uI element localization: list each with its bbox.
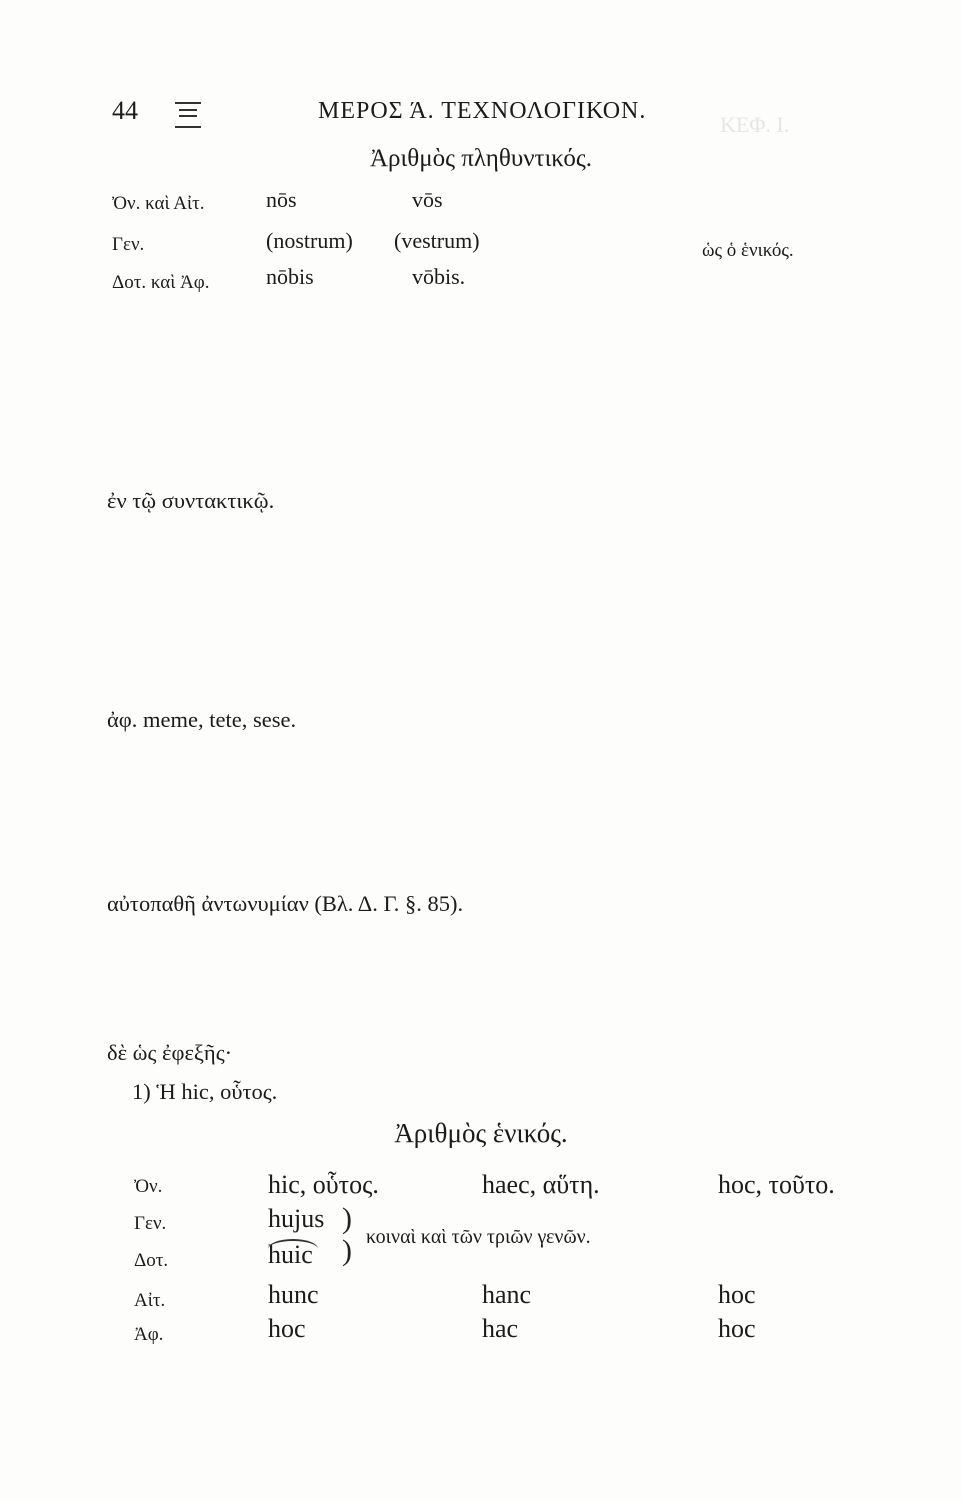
masculine-form: hunc <box>268 1280 319 1309</box>
masculine-form: hoc <box>268 1314 306 1343</box>
printer-ornament-icon <box>175 102 201 128</box>
masculine-form: hic, οὗτος. <box>268 1170 379 1199</box>
bleed-through: ΚΕΦ. Ι. <box>720 112 790 137</box>
text-line: δὲ ὡς ἐφεξῆς· <box>107 1040 233 1065</box>
singular-case-label: Γεν. <box>134 1213 167 1234</box>
bracket-mark: ) <box>342 1234 352 1267</box>
bracket-mark: ) <box>342 1202 352 1235</box>
running-title: ΜΕΡΟΣ Ά. ΤΕΧΝΟΛΟΓΙΚΟΝ. <box>318 98 647 124</box>
plural-form: nōbis <box>266 264 314 289</box>
feminine-form: haec, αὕτη. <box>482 1170 600 1199</box>
plural-form: vōbis. <box>412 264 466 289</box>
feminine-form: hac <box>482 1314 519 1343</box>
masculine-form: hujus <box>268 1204 325 1233</box>
page-number: 44 <box>112 96 138 125</box>
masculine-form: huic <box>268 1240 313 1269</box>
plural-case-label: Ὀν. καὶ Αἰτ. <box>112 193 205 214</box>
plural-form: nōs <box>266 187 297 212</box>
page-header <box>112 96 892 132</box>
plural-case-label: Γεν. <box>112 234 145 255</box>
subheading: 1) Ἡ hic, οὗτος. <box>132 1079 278 1104</box>
text-line: ἐν τῷ συντακτικῷ. <box>107 488 275 513</box>
plural-case-label: Δοτ. καὶ Ἀφ. <box>112 272 210 293</box>
plural-heading: Ἀριθμὸς πληθυντικός. <box>369 145 592 172</box>
neuter-form: hoc <box>718 1314 756 1343</box>
common-forms-note: κοιναὶ καὶ τῶν τριῶν γενῶν. <box>366 1226 591 1248</box>
feminine-form: hanc <box>482 1280 532 1309</box>
singular-case-label: Ὀν. <box>134 1176 163 1197</box>
singular-case-label: Αἰτ. <box>134 1290 166 1311</box>
singular-case-label: Ἀφ. <box>134 1324 164 1345</box>
singular-case-label: Δοτ. <box>134 1250 169 1271</box>
plural-note: ὡς ὁ ἑνικός. <box>702 240 794 261</box>
text-line: αὐτοπαθῆ ἀντωνυμίαν (Βλ. Δ. Γ. §. 85). <box>107 891 464 916</box>
text-line: ἀφ. meme, tete, sese. <box>107 707 297 732</box>
plural-form: vōs <box>412 187 443 212</box>
plural-form: (vestrum) <box>394 228 480 253</box>
singular-heading: Ἀριθμὸς ἑνικός. <box>394 1118 568 1148</box>
neuter-form: hoc, τοῦτο. <box>718 1170 835 1199</box>
neuter-form: hoc <box>718 1280 756 1309</box>
plural-form: (nostrum) <box>266 228 353 253</box>
